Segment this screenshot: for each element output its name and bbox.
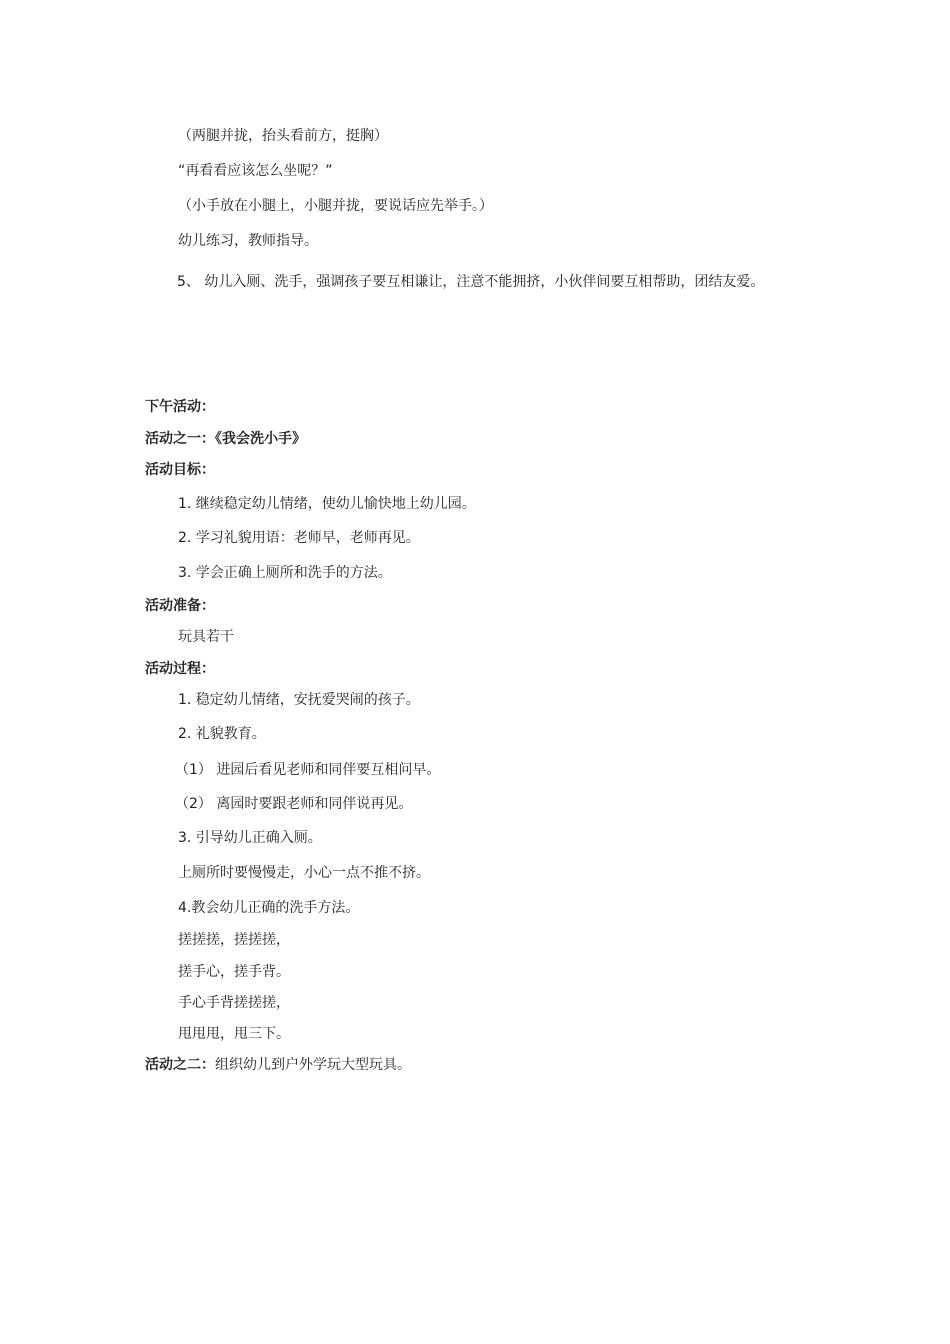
process-item: 1. 稳定幼儿情绪，安抚爱哭闹的孩子。 <box>178 692 420 708</box>
section-heading: 下午活动： <box>145 399 215 415</box>
process-item: （1） 进园后看见老师和同伴要互相问早。 <box>175 762 441 778</box>
rhyme-line: 搓搓搓，搓搓搓， <box>178 932 290 948</box>
process-item: 2. 礼貌教育。 <box>178 726 266 742</box>
goal-item: 1. 继续稳定幼儿情绪，使幼儿愉快地上幼儿园。 <box>178 496 476 512</box>
goals-heading: 活动目标： <box>145 462 215 478</box>
paragraph: 5、 幼儿入厕、洗手，强调孩子要互相谦让，注意不能拥挤，小伙伴间要互相帮助，团结友爱。 <box>177 274 765 290</box>
activity-two-label: 活动之二： <box>145 1057 215 1073</box>
process-item: 4.教会幼儿正确的洗手方法。 <box>178 900 360 916</box>
process-item: 3. 引导幼儿正确入厕。 <box>178 830 322 846</box>
process-item: （2） 离园时要跟老师和同伴说再见。 <box>175 796 413 812</box>
activity-two <box>145 1055 411 1075</box>
process-item: 上厕所时要慢慢走，小心一点不推不挤。 <box>178 865 430 881</box>
rhyme-line: 甩甩甩，甩三下。 <box>178 1026 290 1042</box>
text-line: 幼儿练习，教师指导。 <box>178 233 318 249</box>
text-line: （两腿并拢，抬头看前方，挺胸） <box>178 128 388 144</box>
goal-item: 3. 学会正确上厕所和洗手的方法。 <box>178 565 392 581</box>
activity-two-text: 组织幼儿到户外学玩大型玩具。 <box>215 1057 411 1073</box>
goal-item: 2. 学习礼貌用语：老师早，老师再见。 <box>178 530 420 546</box>
text-line: （小手放在小腿上，小腿并拢，要说话应先举手。） <box>178 198 493 214</box>
rhyme-line: 搓手心，搓手背。 <box>178 964 290 980</box>
activity-title: 活动之一：《我会洗小手》 <box>145 431 306 447</box>
text-line: “再看看应该怎么坐呢？” <box>178 163 333 179</box>
prep-text: 玩具若干 <box>178 629 234 645</box>
rhyme-line: 手心手背搓搓搓， <box>178 995 290 1011</box>
prep-heading: 活动准备： <box>145 598 215 614</box>
process-heading: 活动过程： <box>145 661 215 677</box>
